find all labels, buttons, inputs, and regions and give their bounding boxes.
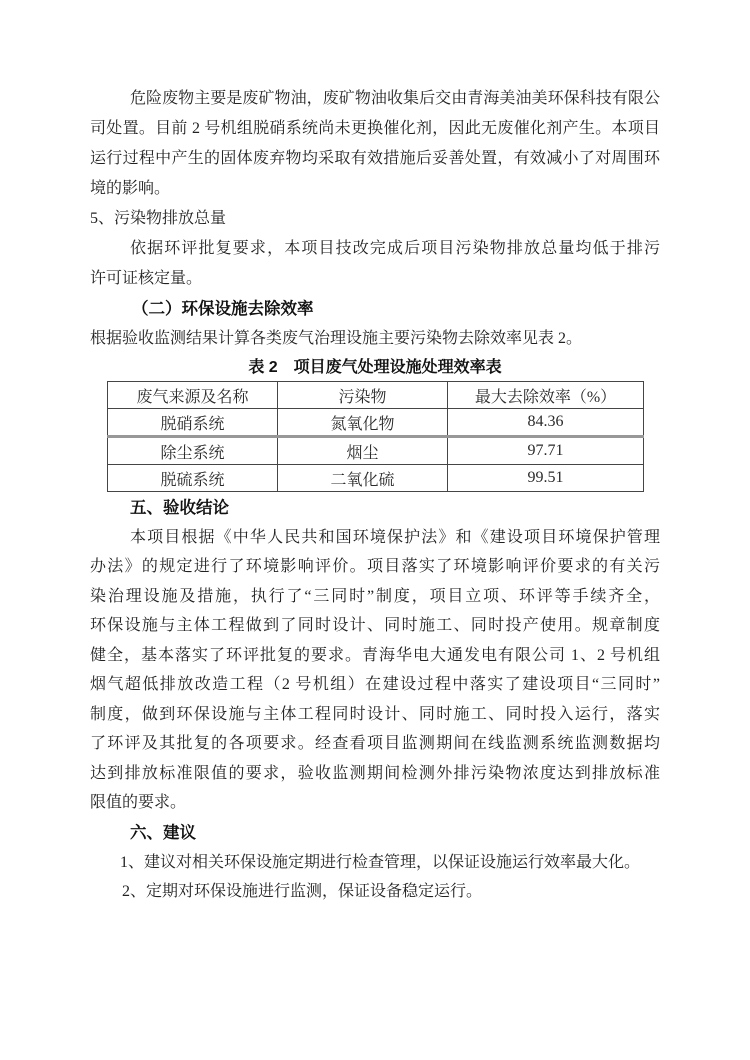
table-row <box>108 409 644 437</box>
text-line: 健全，基本落实了环评批复的要求。青海华电大通发电有限公司 1、2 号机组 <box>90 646 660 664</box>
table-cell-efficiency: 99.51 <box>448 465 644 492</box>
table-cell-source: 脱硝系统 <box>108 409 278 437</box>
table-header-row <box>108 382 644 409</box>
suggestion-item-2: 2、定期对环保设施进行监测，保证设备稳定运行。 <box>122 883 483 900</box>
document-content <box>90 84 660 907</box>
table-header-cell: 最大去除效率（%） <box>448 382 644 409</box>
suggestion-item-1: 1、建议对相关环保设施定期进行检查管理，以保证设施运行效率最大化。 <box>120 853 641 871</box>
text-line: 烟气超低排放改造工程（2 号机组）在建设过程中落实了建设项目“三同时” <box>90 676 660 693</box>
table-cell-pollutant: 二氧化硫 <box>278 465 448 492</box>
text-line: 危险废物主要是废矿物油，废矿物油收集后交由青海美油美环保科技有限公 <box>130 90 660 107</box>
para-hazardous-waste <box>90 84 660 204</box>
table-header-cell: 污染物 <box>278 382 448 409</box>
table-header-cell: 废气来源及名称 <box>108 382 278 409</box>
text-line: 环保设施与主体工程做到了同时设计、同时施工、同时投产使用。规章制度 <box>90 617 660 634</box>
text-line: 办法》的规定进行了环境影响评价。项目落实了环境影响评价要求的有关污 <box>90 558 660 575</box>
table-cell-efficiency: 84.36 <box>448 409 644 437</box>
text-line: 达到排放标准限值的要求，验收监测期间检测外排污染物浓度达到排放标准 <box>90 764 660 782</box>
table2-caption: 表 2 项目废气处理设施处理效率表 <box>248 359 502 376</box>
text-line: 制度，做到环保设施与主体工程同时设计、同时施工、同时投入运行，落实 <box>90 705 660 723</box>
table2-gas-treatment-efficiency <box>107 381 644 492</box>
text-line: 了环评及其批复的各项要求。经查看项目监测期间在线监测系统监测数据均 <box>90 735 660 752</box>
text-line: 染治理设施及措施，执行了“三同时”制度，项目立项、环评等手续齐全， <box>90 587 660 605</box>
text-line: 运行过程中产生的固体废弃物均采取有效措施后妥善处置，有效减小了对周围环 <box>90 150 660 167</box>
table-row <box>108 437 644 465</box>
heading-item5-pollutant-total: 5、污染物排放总量 <box>90 210 227 227</box>
para-removal-intro: 根据验收监测结果计算各类废气治理设施主要污染物去除效率见表 2。 <box>90 330 583 347</box>
table-cell-source: 脱硫系统 <box>108 465 278 492</box>
table-row <box>108 465 644 492</box>
table-cell-pollutant: 氮氧化物 <box>278 409 448 437</box>
text-line: 本项目根据《中华人民共和国环境保护法》和《建设项目环境保护管理 <box>130 528 660 546</box>
table-cell-pollutant: 烟尘 <box>278 437 448 465</box>
heading-section2-removal-efficiency: （二）环保设施去除效率 <box>132 300 314 318</box>
text-line: 限值的要求。 <box>90 794 187 811</box>
para-total-emission <box>90 234 660 294</box>
heading-suggestion: 六、建议 <box>130 823 196 842</box>
text-line: 依据环评批复要求，本项目技改完成后项目污染物排放总量均低于排污 <box>130 240 660 257</box>
text-line: 境的影响。 <box>90 180 171 197</box>
text-line: 司处置。目前 2 号机组脱硝系统尚未更换催化剂，因此无废催化剂产生。本项目 <box>90 120 660 137</box>
heading-conclusion: 五、验收结论 <box>130 498 229 517</box>
table-cell-efficiency: 97.71 <box>448 437 644 465</box>
para-conclusion <box>90 523 660 818</box>
table-cell-source: 除尘系统 <box>108 437 278 465</box>
text-line: 许可证核定量。 <box>90 270 203 287</box>
